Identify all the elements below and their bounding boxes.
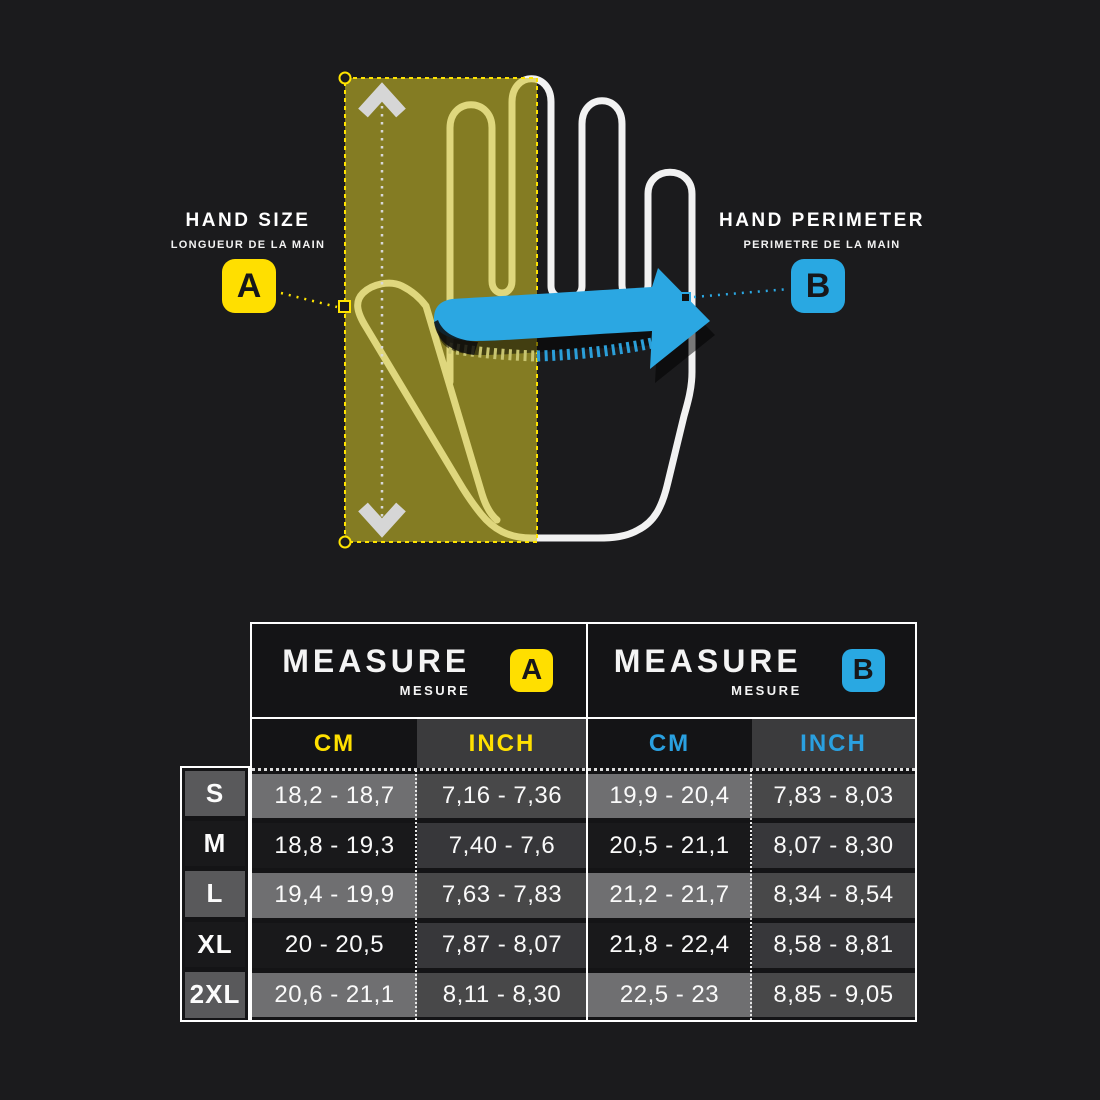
cm-inch-divider-a [415, 770, 417, 1020]
connector-a-marker [339, 301, 350, 312]
size-label: 2XL [185, 972, 245, 1017]
cell-b-inch: 7,83 - 8,03 [752, 774, 915, 819]
measure-b-badge: B [791, 259, 845, 313]
cell-a-cm: 18,8 - 19,3 [252, 823, 417, 868]
cell-a-inch: 8,11 - 8,30 [417, 973, 587, 1018]
measure-b-header [584, 624, 916, 717]
cell-a-inch: 7,87 - 8,07 [417, 923, 587, 968]
cm-inch-divider-b [750, 770, 752, 1020]
header-divider-line [252, 717, 915, 719]
cell-a-cm: 20,6 - 21,1 [252, 973, 417, 1018]
table-row [252, 821, 915, 871]
corner-marker-bottom [340, 537, 351, 548]
connector-b-dotted-line [694, 289, 789, 297]
size-label: S [185, 771, 245, 816]
measure-a-header [252, 624, 584, 717]
column-header-cm-a: CM [252, 719, 417, 768]
cell-a-inch: 7,40 - 7,6 [417, 823, 587, 868]
table-row [252, 871, 915, 921]
measure-a-badge: A [222, 259, 276, 313]
corner-marker-top [340, 73, 351, 84]
size-table [250, 622, 917, 1022]
measure-b-subtitle: MESURE [731, 683, 802, 698]
cell-a-inch: 7,16 - 7,36 [417, 774, 587, 819]
column-header-inch-a: INCH [417, 719, 587, 768]
measure-b-title: MEASURE [613, 643, 802, 679]
hand-size-subtitle: LONGUEUR DE LA MAIN [170, 239, 326, 251]
measure-a-title: MEASURE [282, 643, 471, 679]
cell-b-inch: 8,34 - 8,54 [752, 873, 915, 918]
cell-b-cm: 20,5 - 21,1 [587, 823, 752, 868]
hand-size-label [133, 210, 363, 251]
size-label: XL [185, 922, 245, 967]
subheader-dotted-line [252, 768, 915, 771]
cell-a-cm: 20 - 20,5 [252, 923, 417, 968]
table-row [252, 920, 915, 970]
cell-a-cm: 18,2 - 18,7 [252, 774, 417, 819]
column-header-inch-b: INCH [752, 719, 915, 768]
cell-a-inch: 7,63 - 7,83 [417, 873, 587, 918]
table-subheader [252, 719, 915, 768]
hand-size-title: HAND SIZE [185, 210, 311, 231]
measure-a-table-badge: A [510, 649, 553, 692]
measure-a-subtitle: MESURE [399, 683, 471, 698]
hand-perimeter-subtitle: PERIMETRE DE LA MAIN [743, 239, 901, 251]
cell-b-cm: 22,5 - 23 [587, 973, 752, 1018]
cell-b-cm: 19,9 - 20,4 [587, 774, 752, 819]
connector-b-marker [681, 293, 690, 302]
column-header-cm-b: CM [587, 719, 752, 768]
table-body [252, 771, 915, 1020]
cell-b-inch: 8,85 - 9,05 [752, 973, 915, 1018]
size-label-column [180, 766, 250, 1022]
size-label: M [185, 821, 245, 866]
hand-perimeter-label [702, 210, 942, 251]
cell-b-cm: 21,2 - 21,7 [587, 873, 752, 918]
size-label: L [185, 871, 245, 916]
table-row [252, 970, 915, 1020]
table-header [252, 624, 915, 717]
connector-a-dotted-line [281, 293, 337, 307]
hand-perimeter-title: HAND PERIMETER [718, 210, 925, 231]
cell-b-inch: 8,58 - 8,81 [752, 923, 915, 968]
cell-b-cm: 21,8 - 22,4 [587, 923, 752, 968]
cell-b-inch: 8,07 - 8,30 [752, 823, 915, 868]
table-row [252, 771, 915, 821]
measure-b-table-badge: B [842, 649, 885, 692]
cell-a-cm: 19,4 - 19,9 [252, 873, 417, 918]
measure-ab-divider [586, 624, 588, 1020]
